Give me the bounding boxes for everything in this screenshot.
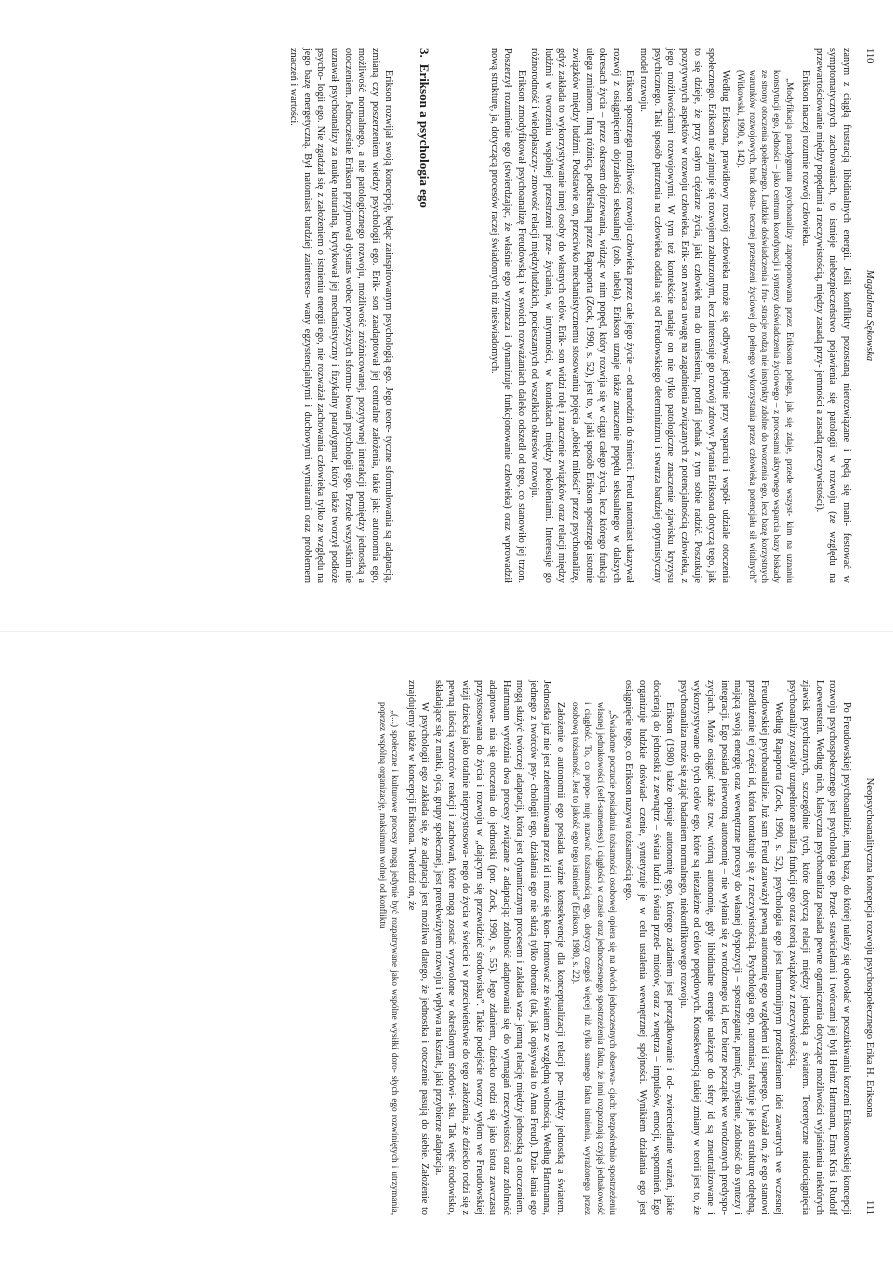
paragraph: Według Rapaporta (Zock, 1990, s. 52), psychologia ego jest harmonijnym przedłużeniem idei zawartych we wczesnej Freudowskiej psychoanalizie. Już sam Freud zauważył pewną autonomię ego względem id i superego. Uważał on, że ego stanowi przedłużenie tej części id, która kontaktuje się z rzeczywistością. Psychologia ego, natomiast, traktuje je jako strukturę odrębną, mającą swoją energię oraz wewnętrzne procesy do własnej dyspozycji – spostrzeganie, pamięć, myślenie, zdolność do syntezy i integracji. Ego posiada pierwotną autonomię – nie wyłania się z wrodzonego id, lecz bierze początek we wrodzonych predyspo- zycjach. Może osiągać także tzw. wtórną autonomię, gdy libidinalne energie należące do sfery id są zneutralizowane i wykorzystywane do tych celów ego, które są niezależne od celów popędowych. Konsekwencją takiej zmiany w teorii jest to, że psychoanaliza może się zająć badaniem normalnego, niekonfliktowego rozwoju. [677, 680, 785, 1215]
paragraph: Po Freudowskiej psychoanalizie, inną bazą, do której należy się odwołać w poszukiwaniu korzeni Eriksonowskiej koncepcji rozwoju psychospołecznego jest psychologia ego. Przed- stawicielami i twórcami jej byli Heinz Hartmann, Ernst Kris i Rudolf Loewenstein. Według nich, klasyczna psychoanaliza posiada pewne ograniczenia dotyczące możliwości wyjaśnienia niektórych zjawisk psychicznych, szczególnie tych, które dotyczą relacji między jednostką a światem. Teoretyczne niedociągnięcia psychoanalizy zostały uzupełnione analizą funkcji ego oraz teorią związków z rzeczywistością. [786, 680, 852, 1215]
section-number: 3. [416, 48, 432, 58]
left-running-title: Magdalena Sękowska [864, 269, 875, 362]
block-quote [735, 48, 796, 583]
quote-text: „Świadome poczucie posiadania tożsamości osobowej opiera się na dwóch jednoczesnych obserwa- cjach: bezpośrednio spostrzeżeniu własnej jednakowości (self-sameness) i ciągłości w czasie oraz jednoczesnego spostrzeżenia faktu, że inni rozpoznają czyjąś jednakowość i ciągłość. To, co propo- nuję nazwać tożsamością ego, dotyczy czegoś więcej niż tylko samego faktu istnienia, wyrażonego przez osobową tożsamość. Jest to jakość ego tego istnienia” (Erikson, 1980, s. 22). [571, 702, 618, 1215]
left-page-number: 110 [864, 48, 875, 64]
paragraph: W psychologii ego zakłada się, że adaptacja jest możliwa dlatego, że jednostka i otoczenie pasują do siebie. Założenie to znajdujemy także w koncepcji Eriksona. Twierdzi on, że [405, 680, 431, 1215]
paragraph: zanym z ciągłą frustracją libidinalnych energii. Jeśli konflikty pozostaną nierozwiązane i będą się mani- festować w symptomatycznych zachowaniach, to istnieje niebezpieczeństwo pojawienia się patologii w rozwoju (ze względu na przewartościowanie między popędami a rzeczywistością, między zasadą przy- jemności a zasadą rzeczywistości). [813, 48, 852, 583]
right-running-title: Neopsychoanalityczna koncepcja rozwoju psychospołecznego Erika H. Eriksona [864, 777, 875, 1118]
left-page [0, 0, 893, 631]
paragraph: Erikson rozwijał swoją koncepcję, będąc zainspirowanym psychologią ego. Jego teore- tyczne sformułowania są adaptacją, zmianą czy poszerzeniem wiedzy psychologii ego. Erik- son zaadaptował jej centralne założenia, takie jak: autonomia ego, możliwość normalnego, a nie patologicznego rozwoju, możliwość zróżnicowanej, pozytywnej interakcji pomiędzy jednostką a otoczeniem. Jednocześnie Erikson przyjmował dystans wobec powyższych sformu- łowań psychologii ego. Przede wszystkim nie uznawał psychoanalizy za naukę naturalną, krytykował jej mechanistyczny i fizykalny paradygmat, który także tworzył podłoże psycho- logii ego. Nie zgadzał się z założeniem o istnieniu energii ego, nie rozważał zachowania człowieka tylko ze względu na jego bazę energetyczną. Był natomiast bardziej zaintereso- wany egzystencjalnymi i duchowymi wymiarami oraz problemem znaczeń i wartości. [288, 48, 395, 583]
left-running-head [859, 48, 875, 583]
block-quote [570, 680, 619, 1215]
paragraph: Założenie o autonomii ego posiada ważne konsekwencje dla konceptualizacji relacji po- między jednostką a światem. Jednostka już nie jest zdeterminowana przez id i może się kon- frontować ze światem ze względną wolnością. Według Hartmanna, jednego z twórców psy- chologii ego, działania ego nie służą tylko obronie (tak, jak opisywała to Anna Freud). Dzia- łania ego mogą służyć twórczej adaptacji, która jest dynamicznym procesem i zakłada wza- jemną relację między jednostką a otoczeniem. Hartmann wyróżnia dwa procesy związane z adaptacją: zdolność adaptowania się do wymagań rzeczywistości oraz zdolność adaptowa- nia się otoczenia do jednostki (por. Zock, 1990, s. 55). Jego zdaniem, dziecko rodzi się jako istota zawczasu przystosowana do życia i rozwoju w „dającym się przewidzieć środowisku”. Takie podejście tworzy wyłom we Freudowskiej wizji dziecka jako totalnie nieprzystosowa- nego do życia w świecie i w przeciwieństwie do tego założenia, że dziecko rodzi się z pewną ilością wzorców reakcji i zachowań, które mogą zostać wyzwolone w określonym środowi- sku. Tak więc środowisko, składające się z matki, ojca, grupy społecznej, jest prerekwizytem rozwoju i wpływa na kształt, jaki przybierze adaptacja. [432, 680, 567, 1215]
paragraph: Erikson inaczej rozumie rozwój człowieka. [800, 70, 812, 247]
left-page-body [287, 48, 853, 583]
block-quote [377, 680, 401, 1215]
section-heading [417, 48, 431, 583]
right-running-head [859, 680, 875, 1215]
paragraph: Erikson (1980) także opisuje autonomię ego, którego zadaniem jest porządkowanie i od- zwierciedlanie wrażeń, jakie docierają do jednostki z zewnątrz – świata ludzi i świata przed- miotów, oraz z wnętrza – impulsów, emocji, wspomnień. Ego organizuje ludzkie doświad- czenie, syntetyzuje je w celu ustalenia wewnętrznej spójności. Wynikiem działania ego jest osiągnięcie tego, co Erikson nazywa tożsamością ego. [623, 680, 676, 1215]
right-page-number: 111 [864, 1200, 875, 1215]
paragraph: Erikson zmodyfikował psychoanalizę Freudowską i w swoich rozważaniach daleko odszedł od tego, co stanowiło jej trzon. Poszerzył rozumienie ego (stwierdzając, że właśnie ego wyznacza i dynamizuje funkcjonowanie człowieka) oraz wprowadził nową strukturę, ja, dotyczącą procesów raczej świadomych niż nieświadomych. [488, 48, 527, 583]
paragraph: Według Eriksona, prawidłowy rozwój człowieka może się odbywać jedynie przy wsparciu i współ- udziale otoczenia społecznego. Erikson nie zajmuje się rozwojem zaburzonym, lecz interesuje go rozwój zdrowy. Pytania Eriksona dotyczą tego, jak to się dzieje, że przy całym ciężarze życia, jaki człowiek ma do uniesienia, potrafi jednak z tym sobie radzić. Poszukuje pozytywnych aspektów w rozwoju człowieka. Erik- son zwraca uwagę na zagadnienia związanych z potencjalnością człowieka, z jego możliwościami rozwojowymi. W tym też kontekście nadaje on nie tylko patologiczne znaczenie zjawisku kryzysu psychicznego. Taki sposób patrzenia na człowieka oddala się od Freudowskiego determinizmu i stwarza bardziej optymistyczny model rozwoju. [638, 48, 731, 583]
paragraph: Erikson spostrzega możliwość rozwoju człowieka przez całe jego życie – od narodzin do śmierci. Freud natomiast ukazywał rozwój z osiągnięciem dojrzałości seksualnej (zob. tabela). Erikson uznaje także znaczenie popędu seksualnego w dalszych okresach życia – przez okresem dojrzewania, widząc w nim popęd, który rozwija się w ciągu całego życia, lecz którego funkcja ulega zmianom. Inną różnicą, podkreślaną przez Rapaporta (Zock, 1990, s. 52), jest to, w jaki sposób Erikson spostrzega istotnie związków między ludźmi. Podstawie on, przeciwko mechanistycznemu stosowaniu pojęcia „obiekt miłości” przez psychoanalizę, gdyż zakłada to wykorzystywanie innej osoby do własnych celów. Erik- son widzi rolę i znaczenie związków oraz relacji między ludźmi w tworzeniu wspólnej przestrzeni prze- życiania, w intymności, w kontaktach między pokoleniami. Interesuje go różnorodność i wielopłaszczy- znowość relacji międzyludzkich, pocieszanych od wszelkich okresów rozwoju. [529, 48, 636, 583]
quote-text: „(...) społeczne i kulturowe procesy mogą jedynie być rozpatrywane jako wspólne wysiłki doro- słych ego rozwiniętych i utrzymania, poprzez wspólną organizację, maksimum wolnej od konfliktu [377, 702, 400, 1215]
right-page-body [374, 680, 853, 1215]
quote-text: „Modyfikacja paradygmatu psychoanalizy zaproponowana przez Eriksona polega, jak się zdaje, przede wszyst- kim na uznaniu konstytucji ego, jedności – jako centrum koordynacji i syntezy doświadczenia życiowego – z procesami aktywnego wsparcia bazy biskady ze strony otoczenia społecznego. Ludzkie doświadczenia i fru- stracje rodzą nie instynkty zdolne do tworzenia ego, lecz bazę korzystnych warunków rozwojowych, brak dosta- tecznej przestrzeni życiowej do pełnego wykorzystania przez człowieka potencjału sił witalnych” (Witkowski, 1990, s. 142). [735, 70, 795, 583]
right-page [0, 632, 893, 1263]
section-title: Erikson a psychologia ego [416, 63, 432, 208]
